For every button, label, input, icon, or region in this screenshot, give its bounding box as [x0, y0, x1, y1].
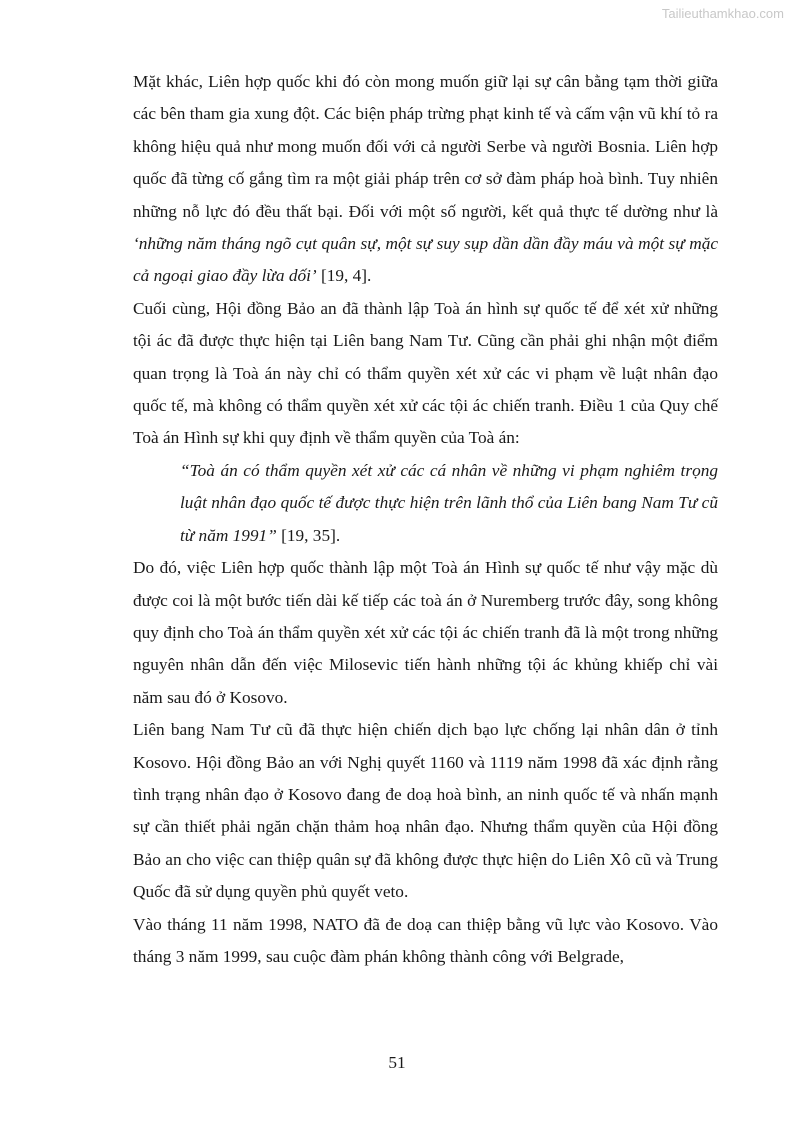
paragraph-4: Liên bang Nam Tư cũ đã thực hiện chiến dịch bạo lực chống lại nhân dân ở tỉnh Kosovo. Hội đồng Bảo an với Nghị quyết 1160 và 1119 năm 1998 đã xác định rằng tình trạng nhân đạo ở Kosovo đang đe doạ hoà bình, an ninh quốc tế và nhấn mạnh sự cần thiết phải ngăn chặn thảm hoạ nhân đạo. Nhưng thẩm quyền của Hội đồng Bảo an cho việc can thiệp quân sự đã không được thực hiện do Liên Xô cũ và Trung Quốc đã sử dụng quyền phủ quyết veto.: [133, 720, 718, 902]
block-quote: [180, 455, 718, 552]
paragraph-2: Cuối cùng, Hội đồng Bảo an đã thành lập Toà án hình sự quốc tế để xét xử những tội ác đã được thực hiện tại Liên bang Nam Tư. Cũng cần phải ghi nhận một điểm quan trọng là Toà án này chỉ có thẩm quyền xét xử các vi phạm về luật nhân đạo quốc tế, mà không có thẩm quyền xét xử các tội ác chiến tranh. Điều 1 của Quy chế Toà án Hình sự khi quy định về thẩm quyền của Toà án:: [133, 298, 718, 448]
block-quote-citation: [19, 35].: [276, 525, 341, 545]
paragraph-5: Vào tháng 11 năm 1998, NATO đã đe doạ can thiệp bằng vũ lực vào Kosovo. Vào tháng 3 năm 1999, sau cuộc đàm phán không thành công với Belgrade,: [133, 914, 718, 966]
page-body: [133, 66, 718, 973]
paragraph-1-citation: [19, 4].: [316, 266, 372, 286]
paragraph-3: Do đó, việc Liên hợp quốc thành lập một Toà án Hình sự quốc tế như vậy mặc dù được coi là một bước tiến dài kế tiếp các toà án ở Nuremberg trước đây, song không quy định cho Toà án thẩm quyền xét xử các tội ác chiến tranh đã là một trong những nguyên nhân dẫn đến việc Milosevic tiến hành những tội ác khủng khiếp chỉ vài năm sau đó ở Kosovo.: [133, 558, 718, 707]
paragraph-1-text: Mặt khác, Liên hợp quốc khi đó còn mong muốn giữ lại sự cân bằng tạm thời giữa các bên tham gia xung đột. Các biện pháp trừng phạt kinh tế và cấm vận vũ khí tỏ ra không hiệu quả như mong muốn đối với cả người Serbe và người Bosnia. Liên hợp quốc đã từng cố gắng tìm ra một giải pháp trên cơ sở đàm pháp hoà bình. Tuy nhiên những nỗ lực đó đều thất bại. Đối với một số người, kết quả thực tế dường như là: [133, 72, 718, 221]
paragraph-1-quote: ‘những năm tháng ngõ cụt quân sự, một sự suy sụp dần dần đầy máu và một sự mặc cả ngoại giao đầy lừa dối’: [133, 234, 718, 286]
watermark-text: Tailieuthamkhao.com: [661, 6, 784, 21]
block-quote-text: “Toà án có thẩm quyền xét xử các cá nhân về những vi phạm nghiêm trọng luật nhân đạo quốc tế được thực hiện trên lãnh thổ của Liên bang Nam Tư cũ từ năm 1991”: [180, 460, 718, 545]
page-number: 51: [388, 1053, 406, 1072]
paragraph-1: [133, 66, 718, 293]
